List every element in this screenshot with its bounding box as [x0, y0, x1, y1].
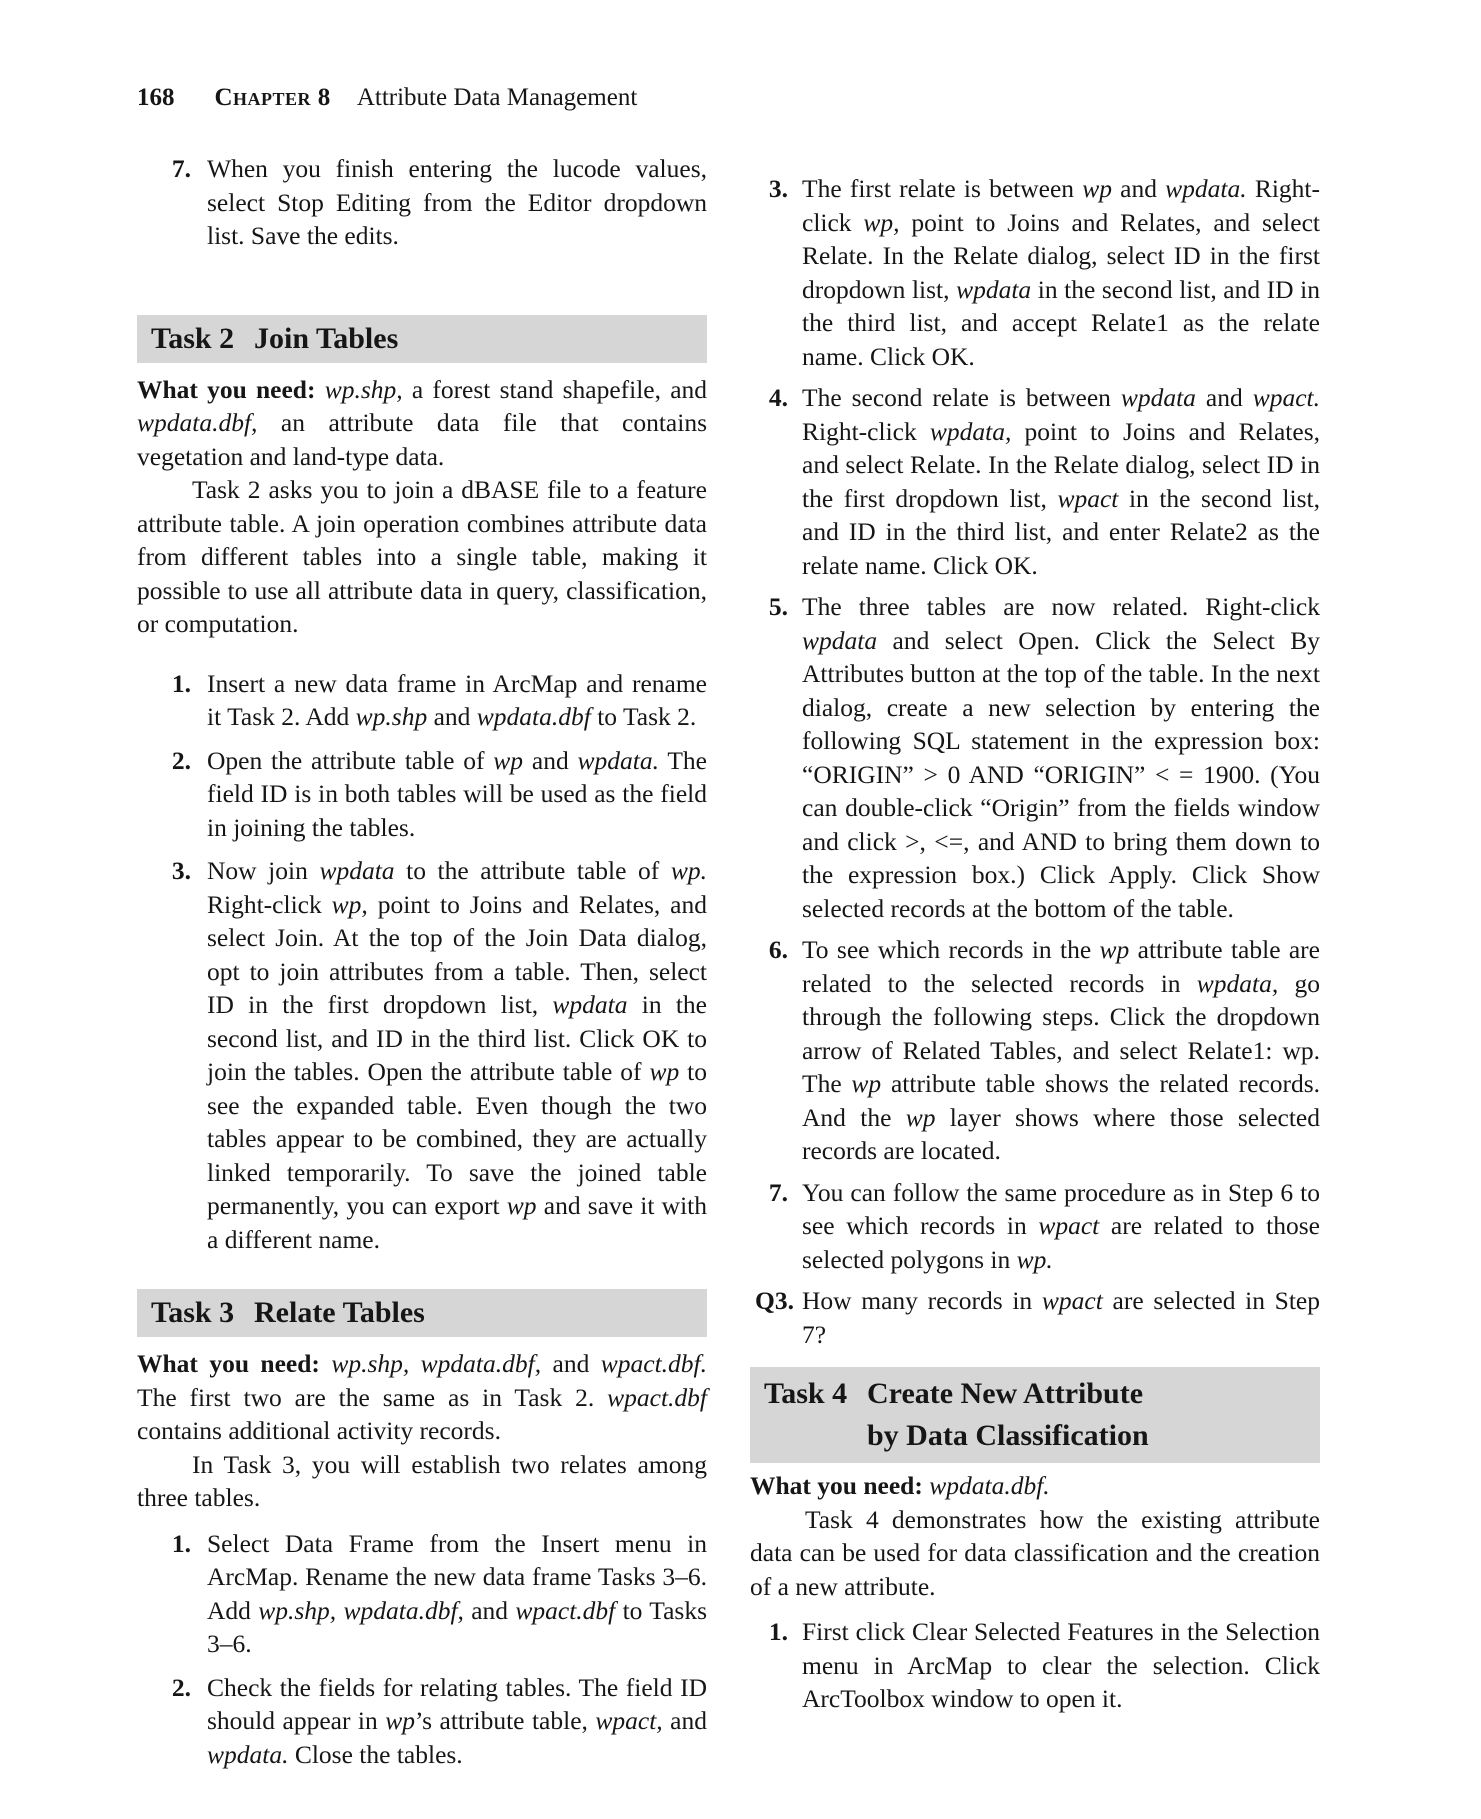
right-column [750, 113, 1320, 1716]
chapter-label: Chapter 8 [214, 84, 331, 111]
step-text: The three tables are now related. Right-click wpdata and select Open. Click the Select By Attributes button at the top of the table. In the next dialog, create a new selection by entering the following SQL statement in the expression box: “ORIGIN” > 0 AND “ORIGIN” < = 1900. (You can double-click “Origin” from the fields window and click >, <=, and AND to bring them down to the expression box.) Click Apply. Click Show selected records at the bottom of the table. [802, 592, 1320, 923]
step-text: Open the attribute table of wp and wpdata. The field ID is in both tables will be used as the field in joining the tables. [207, 745, 707, 842]
step-number: 6. [768, 935, 788, 964]
task2-step-3 [137, 854, 707, 1256]
step-text: To see which records in the wp attribute table are related to the selected records in wpdata, go through the following steps. Click the dropdown arrow of Related Tables, and select Relate1: wp. The wp attribute table shows the related records. And the wp layer shows where those selected records are located. [802, 935, 1320, 1165]
step-text: Check the fields for relating tables. The field ID should appear in wp’s attribute table, wpact, and wpdata. Close the tables. [207, 1672, 707, 1769]
left-column [137, 113, 707, 1771]
step-text: You can follow the same procedure as in Step 6 to see which records in wpact are related to those selected polygons in wp. [802, 1177, 1320, 1274]
task4-title-line1: Create New Attribute [867, 1377, 1144, 1410]
question-text: How many records in wpact are selected in Step 7? [802, 1286, 1320, 1349]
task3-title: Relate Tables [254, 1296, 425, 1329]
task3-step-7 [750, 1176, 1320, 1277]
step-text: When you finish entering the lucode values, select Stop Editing from the Editor dropdown list. Save the edits. [207, 154, 707, 250]
step-number: 1. [171, 1528, 191, 1558]
step-item-7-task1 [137, 152, 707, 253]
task3-step-1 [137, 1527, 707, 1661]
step-text: Insert a new data frame in ArcMap and rename it Task 2. Add wp.shp and wpdata.dbf to Task 2. [207, 668, 707, 731]
task3-step-4 [750, 381, 1320, 582]
step-text: The second relate is between wpdata and wpact. Right-click wpdata, point to Joins and Relates, and select Relate. In the Relate dialog, select ID in the first dropdown list, wpact in the second list, and ID in the third list, and enter Relate2 as the relate name. Click OK. [802, 383, 1320, 580]
task3-number: Task 3 [151, 1296, 235, 1329]
task4-heading-bar [750, 1367, 1320, 1463]
step-text: Now join wpdata to the attribute table of wp. Right-click wp, point to Joins and Relates, and select Join. At the top of the Join Data dialog, opt to join attributes from a table. Then, select ID in the first dropdown list, wpdata in the second list, and ID in the third list. Click OK to join the tables. Open the attribute table of wp to see the expanded table. Even though the two tables appear to be combined, they are actually linked temporarily. To save the joined table permanently, you can export wp and save it with a different name. [207, 856, 708, 1254]
step-number: 1. [171, 668, 191, 698]
step-number: 1. [768, 1617, 788, 1646]
task4-step-1 [750, 1615, 1320, 1716]
step-text: First click Clear Selected Features in the Selection menu in ArcMap to clear the selection. Click ArcToolbox window to open it. [802, 1617, 1320, 1713]
step-number: 3. [768, 174, 788, 203]
page-number: 168 [137, 84, 175, 111]
step-text: Select Data Frame from the Insert menu in ArcMap. Rename the new data frame Tasks 3–6. Add wp.shp, wpdata.dbf, and wpact.dbf to Tasks 3–6. [207, 1528, 707, 1658]
task4-title-line2: by Data Classification [867, 1419, 1149, 1452]
chapter-title: Attribute Data Management [356, 84, 638, 111]
step-number: 7. [171, 154, 191, 183]
question-number: Q3. [755, 1286, 794, 1315]
task2-heading-bar [137, 315, 707, 363]
task4-number: Task 4 [764, 1377, 848, 1410]
task3-step-5 [750, 590, 1320, 925]
task4-what-you-need: What you need: wpdata.dbf. [750, 1471, 1050, 1500]
task3-heading-bar [137, 1289, 707, 1337]
task3-step-2 [137, 1671, 707, 1772]
task3-what-you-need: What you need: wp.shp, wpdata.dbf, and wpact.dbf. The first two are the same as in Task 2. wpact.dbf contains additional activity records. [137, 1349, 707, 1445]
task2-intro-paragraph: Task 2 asks you to join a dBASE file to a feature attribute table. A join operation combines attribute data from different tables into a single table, making it possible to use all attribute data in query, classification, or computation. [137, 475, 707, 638]
step-number: 5. [768, 592, 788, 621]
task4-intro-paragraph: Task 4 demonstrates how the existing attribute data can be used for data classification and the creation of a new attribute. [750, 1504, 1320, 1601]
step-number: 2. [171, 745, 191, 775]
task2-title: Join Tables [254, 321, 399, 355]
page-header [0, 0, 1481, 113]
task2-what-you-need: What you need: wp.shp, a forest stand shapefile, and wpdata.dbf, an attribute data file that contains vegetation and land-type data. [137, 374, 708, 471]
step-number: 3. [171, 856, 191, 885]
task2-step-1 [137, 667, 707, 734]
task2-number: Task 2 [151, 321, 235, 355]
step-number: 7. [768, 1177, 788, 1207]
step-text: The first relate is between wp and wpdata. Right-click wp, point to Joins and Relates, and select Relate. In the Relate dialog, select ID in the first dropdown list, wpdata in the second list, and ID in the third list, and accept Relate1 as the relate name. Click OK. [802, 174, 1320, 371]
question-q3 [750, 1284, 1320, 1351]
step-number: 2. [171, 1672, 191, 1702]
task3-intro-paragraph: In Task 3, you will establish two relates among three tables. [137, 1449, 707, 1512]
two-column-layout [0, 113, 1481, 1771]
task3-step-3 [750, 172, 1320, 373]
task2-step-2 [137, 744, 707, 845]
step-number: 4. [768, 383, 788, 412]
task4-title [867, 1373, 1149, 1457]
task3-step-6 [750, 933, 1320, 1168]
